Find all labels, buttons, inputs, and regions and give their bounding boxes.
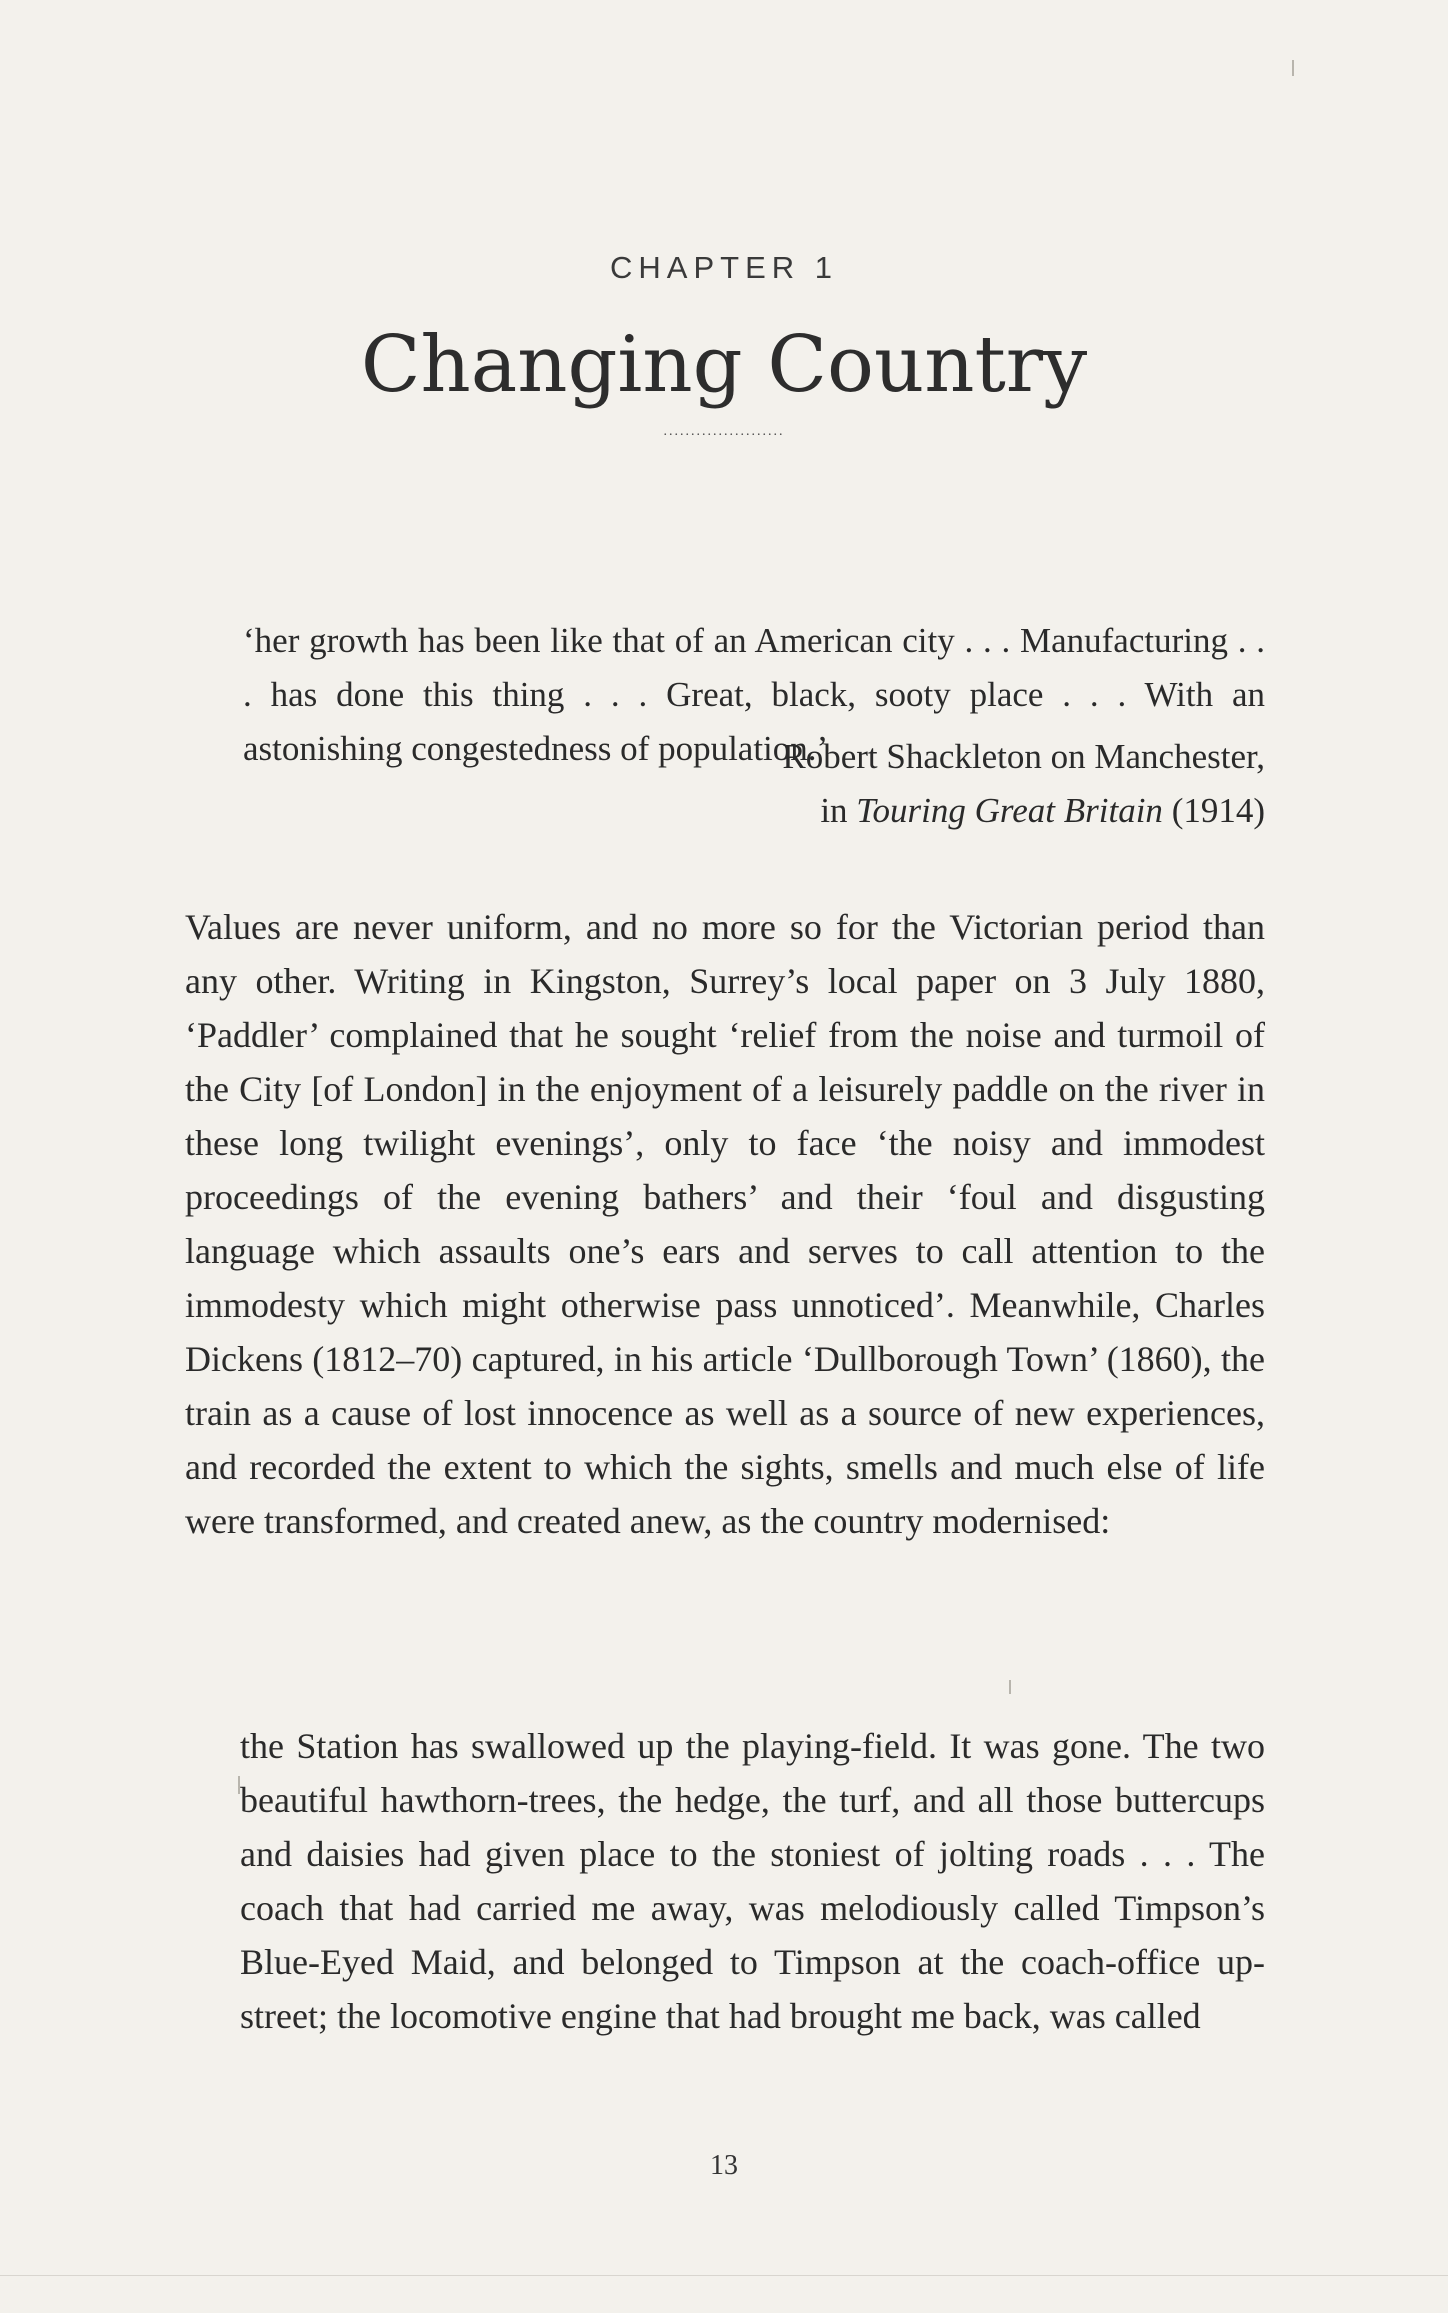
scan-speck (1009, 1680, 1011, 1694)
body-paragraph: Values are never uniform, and no more so for the Victorian period than any other. Writing in Kingston, Surrey’s local paper on 3 July 1880, ‘Paddler’ complained that he sought ‘relief from the noise and turmoil of the City [of London] in the enjoyment of a leisurely paddle on the river in these long twilight evenings’, only to face ‘the noisy and immodest proceedings of the evening bathers’ and their ‘foul and disgusting language which assaults one’s ears and serves to call attention to the immodesty which might otherwise pass unnoticed’. Meanwhile, Charles Dickens (1812–70) captured, in his article ‘Dullborough Town’ (1860), the train as a cause of lost innocence as well as a source of new experiences, and recorded the extent to which the sights, smells and much else of life were transformed, and created anew, as the country modernised: (185, 907, 1265, 1541)
epigraph-attribution (782, 730, 1265, 838)
block-quote-text: the Station has swallowed up the playing-field. It was gone. The two beautiful hawthorn-trees, the hedge, the turf, and all those buttercups and daisies had given place to the stoniest of jolting roads . . . The coach that had carried me away, was melodiously called Timpson’s Blue-Eyed Maid, and belonged to Timpson at the coach-office up-street; the locomotive engine that had brought me back, was called (240, 1726, 1265, 2036)
page-edge-line (0, 2275, 1448, 2276)
scan-speck (1292, 60, 1294, 76)
chapter-title: Changing Country (360, 320, 1088, 410)
attribution-line-1: Robert Shackleton on Manchester, (782, 737, 1265, 776)
attribution-line-2 (782, 784, 1265, 838)
attribution-year: (1914) (1162, 791, 1265, 830)
attribution-prefix: in (820, 791, 857, 830)
attribution-work-title: Touring Great Britain (856, 791, 1163, 830)
page-number: 13 (710, 2150, 738, 2181)
title-ornament: ...................... (663, 424, 785, 439)
body-text (185, 900, 1265, 1548)
epigraph-quote: ‘her growth has been like that of an American city . . . Manufacturing . . . has done this thing . . . Great, black, sooty place . . . With an astonishing congestedness of population.’ (243, 621, 1265, 768)
block-quote (240, 1719, 1265, 2043)
chapter-label: CHAPTER 1 (610, 250, 838, 285)
